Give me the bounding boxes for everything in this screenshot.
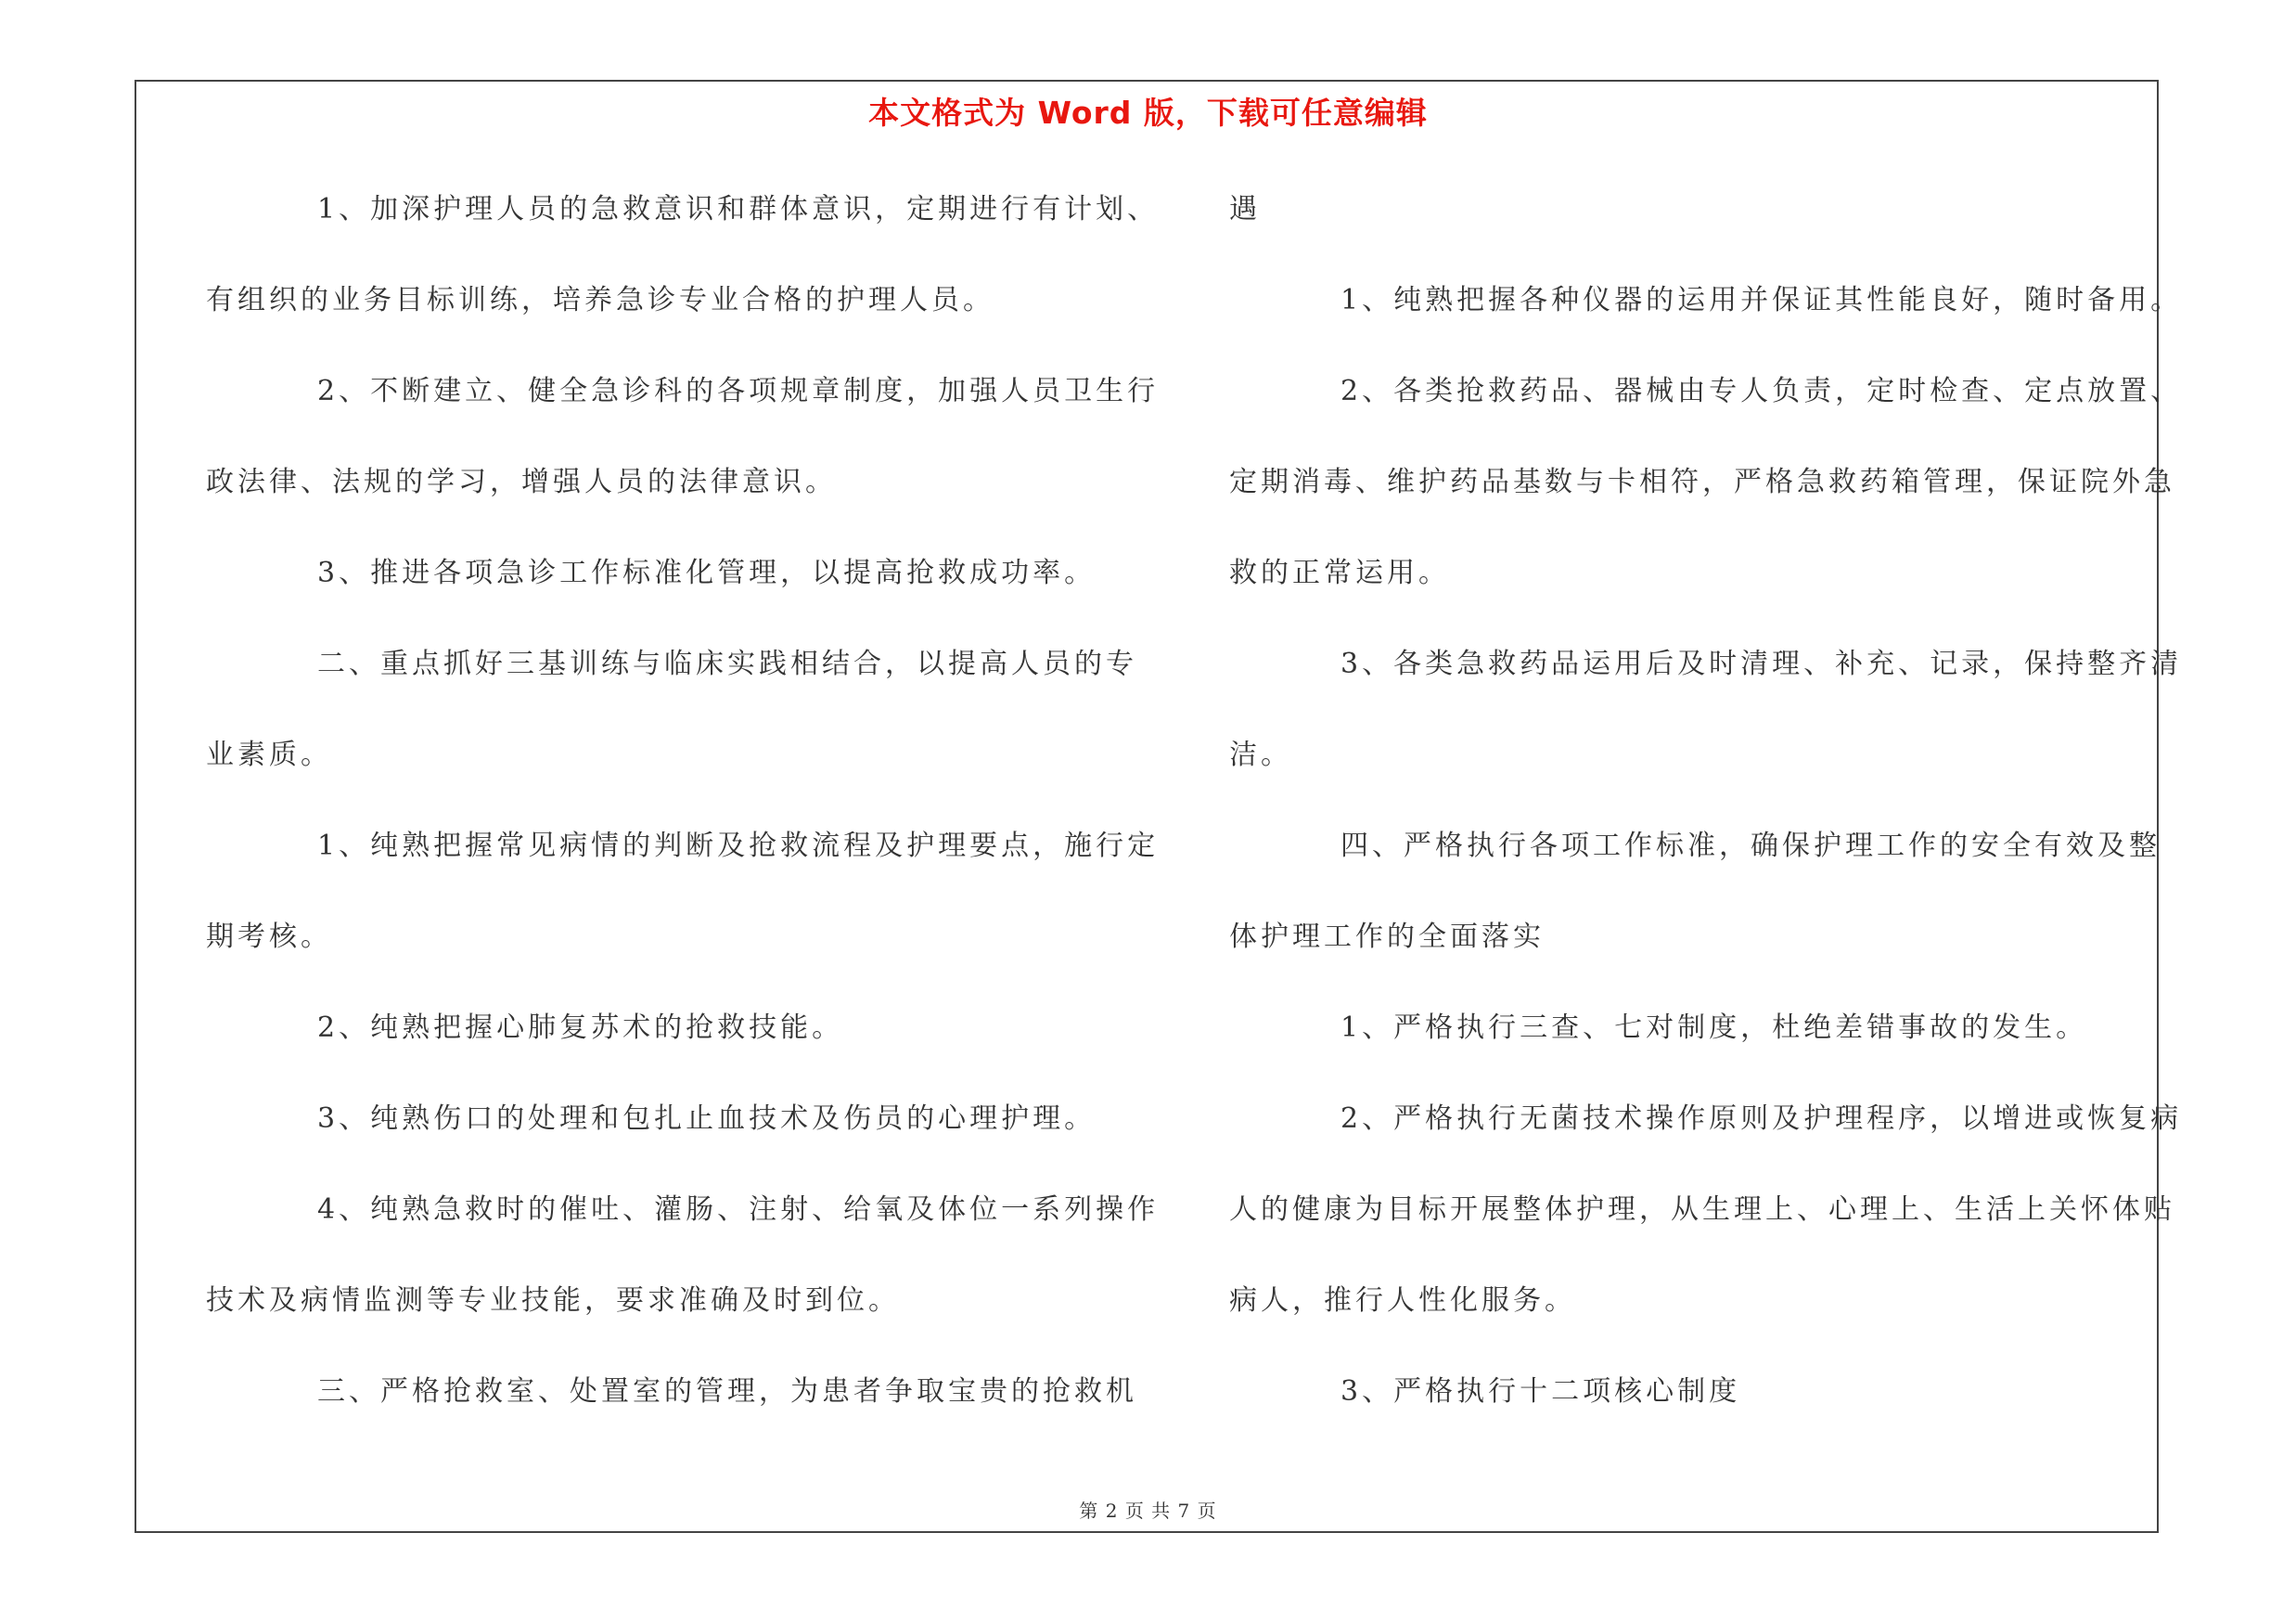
text-line: 政法律、法规的学习，增强人员的法律意识。	[206, 466, 837, 498]
right-text-column	[1229, 184, 2183, 1457]
text-line: 三、严格抢救室、处置室的管理，为患者争取宝贵的抢救机	[317, 1375, 1137, 1408]
text-line: 有组织的业务目标训练，培养急诊专业合格的护理人员。	[206, 284, 994, 316]
text-line: 业素质。	[206, 739, 332, 771]
text-line: 四、严格执行各项工作标准，确保护理工作的安全有效及整	[1340, 830, 2161, 862]
text-line: 1、加深护理人员的急救意识和群体意识，定期进行有计划、	[317, 193, 1160, 225]
text-line: 2、不断建立、健全急诊科的各项规章制度，加强人员卫生行	[317, 375, 1160, 407]
text-line: 人的健康为目标开展整体护理，从生理上、心理上、生活上关怀体贴	[1229, 1193, 2175, 1226]
text-line: 二、重点抓好三基训练与临床实践相结合，以提高人员的专	[317, 648, 1137, 680]
page-number-footer: 第 2 页 共 7 页	[1079, 1500, 1217, 1522]
text-line: 技术及病情监测等专业技能，要求准确及时到位。	[206, 1284, 900, 1317]
text-line: 体护理工作的全面落实	[1229, 921, 1545, 953]
text-line: 3、严格执行十二项核心制度	[1340, 1375, 1741, 1408]
text-line: 2、严格执行无菌技术操作原则及护理程序，以增进或恢复病	[1340, 1102, 2183, 1135]
text-line: 遇	[1229, 193, 1261, 225]
text-line: 1、严格执行三查、七对制度，杜绝差错事故的发生。	[1340, 1011, 2088, 1044]
text-line: 4、纯熟急救时的催吐、灌肠、注射、给氧及体位一系列操作	[317, 1193, 1160, 1226]
text-line: 2、各类抢救药品、器械由专人负责，定时检查、定点放置、	[1340, 375, 2183, 407]
word-format-banner: 本文格式为 Word 版，下载可任意编辑	[868, 95, 1428, 131]
left-text-column	[206, 184, 1160, 1457]
text-line: 2、纯熟把握心肺复苏术的抢救技能。	[317, 1011, 844, 1044]
text-line: 期考核。	[206, 921, 332, 953]
text-line: 定期消毒、维护药品基数与卡相符，严格急救药箱管理，保证院外急	[1229, 466, 2175, 498]
text-line: 救的正常运用。	[1229, 557, 1450, 589]
text-line: 3、推进各项急诊工作标准化管理，以提高抢救成功率。	[317, 557, 1097, 589]
text-line: 病人，推行人性化服务。	[1229, 1284, 1576, 1317]
text-line: 1、纯熟把握常见病情的判断及抢救流程及护理要点，施行定	[317, 830, 1160, 862]
text-line: 1、纯熟把握各种仪器的运用并保证其性能良好，随时备用。	[1340, 284, 2183, 316]
text-line: 洁。	[1229, 739, 1292, 771]
text-line: 3、纯熟伤口的处理和包扎止血技术及伤员的心理护理。	[317, 1102, 1097, 1135]
text-line: 3、各类急救药品运用后及时清理、补充、记录，保持整齐清	[1340, 648, 2183, 680]
